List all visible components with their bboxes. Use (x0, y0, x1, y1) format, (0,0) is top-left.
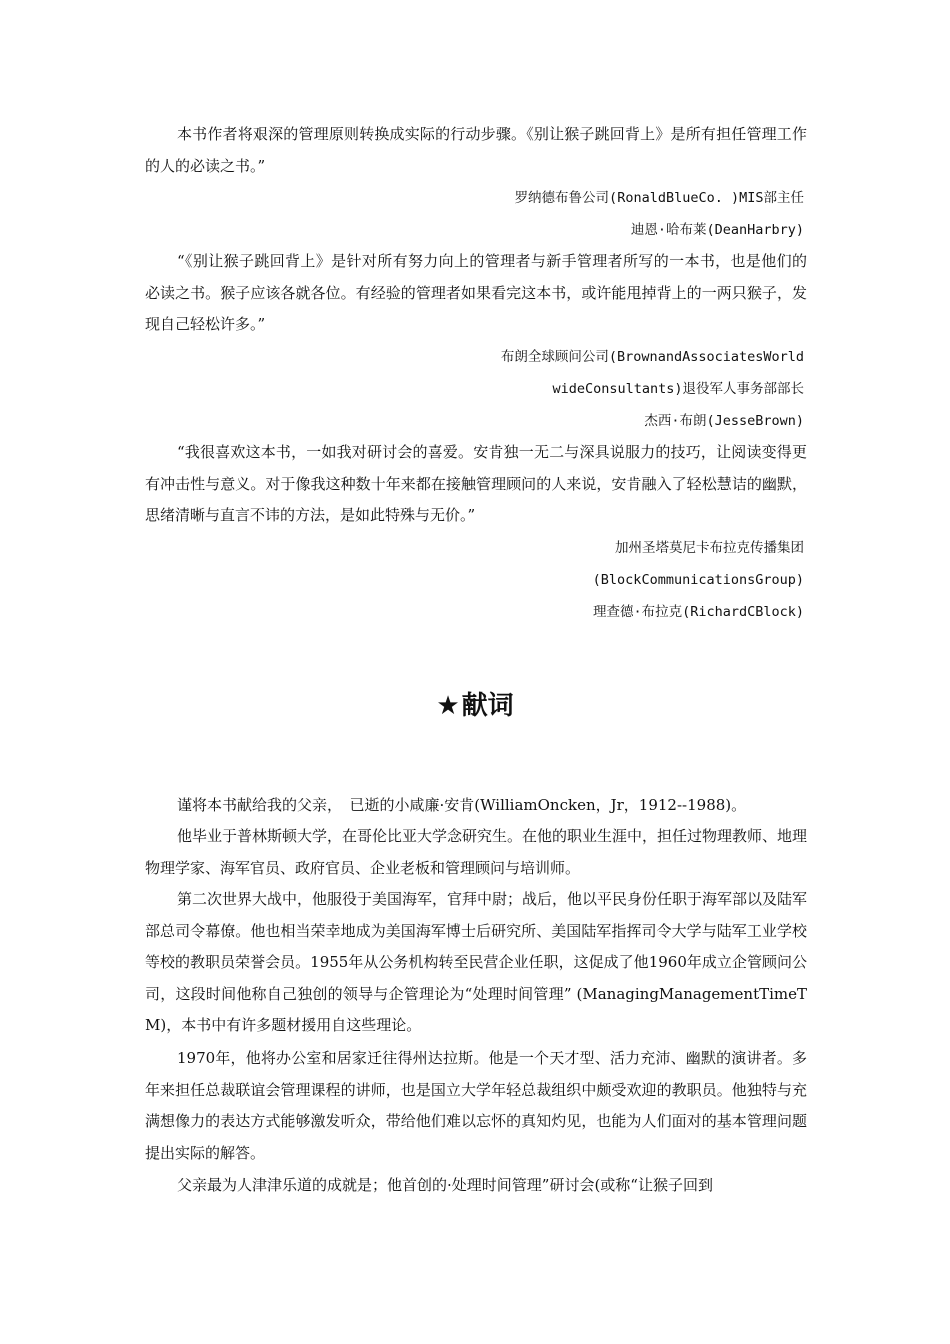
testimonial-3-org-line-1: 加州圣塔莫尼卡布拉克传播集团 (615, 540, 804, 556)
dedication-heading (0, 688, 950, 724)
dedication-title: 献词 (461, 691, 514, 721)
testimonial-2-author: 杰西·布朗(JesseBrown) (644, 413, 804, 429)
testimonial-2-org-line-2: wideConsultants)退役军人事务部部长 (552, 381, 804, 397)
testimonial-3-org-line-2: (BlockCommunicationsGroup) (592, 572, 804, 588)
testimonial-paragraph-3: “我很喜欢这本书，一如我对研讨会的喜爱。安肯独一无二与深具说服力的技巧，让阅读变得更有冲击性与意义。对于像我这种数十年来都在接触管理顾问的人来说，安肯融入了轻松慧诘的幽默，思绪清晰与直言不讳的方法，是如此特殊与无价。” (145, 443, 807, 524)
dedication-paragraph-5: 父亲最为人津津乐道的成就是；他首创的·处理时间管理”研讨会(或称“让猴子回到 (177, 1176, 713, 1194)
dedication-paragraph-3: 第二次世界大战中，他服役于美国海军，官拜中尉；战后，他以平民身份任职于海军部以及陆军部总司令幕僚。他也相当荣幸地成为美国海军博士后研究所、美国陆军指挥司令大学与陆军工业学校等校的教职员荣誉会员。1955年从公务机构转至民营企业任职，这促成了他1960年成立企管顾问公司，这段时间他称自己独创的领导与企管理论为“处理时间管理” (ManagingManagementTimeTM)，本书中有许多题材援用自这些理论。 (145, 890, 808, 1034)
testimonial-1-author: 迪恩·哈布莱(DeanHarbry) (630, 222, 804, 238)
testimonial-paragraph-1: 本书作者将艰深的管理原则转换成实际的行动步骤。《别让猴子跳回背上》是所有担任管理工作的人的必读之书。” (145, 125, 807, 175)
testimonial-3-author: 理查德·布拉克(RichardCBlock) (592, 604, 804, 620)
dedication-paragraph-4: 1970年，他将办公室和居家迁往得州达拉斯。他是一个天才型、活力充沛、幽默的演讲者。多年来担任总裁联谊会管理课程的讲师，也是国立大学年轻总裁组织中颇受欢迎的教职员。他独特与充满想像力的表达方式能够激发听众，带给他们难以忘怀的真知灼见，也能为人们面对的基本管理问题提出实际的解答。 (145, 1049, 807, 1162)
dedication-paragraph-1: 谨将本书献给我的父亲， 已逝的小咸廉·安肯(WilliamOncken，Jr，1912--1988)。 (177, 796, 747, 814)
testimonial-1-org: 罗纳德布鲁公司(RonaldBlueCo. )MIS部主任 (514, 190, 804, 206)
testimonial-paragraph-2: “《别让猴子跳回背上》是针对所有努力向上的管理者与新手管理者所写的一本书，也是他们的必读之书。猴子应该各就各位。有经验的管理者如果看完这本书，或许能甩掉背上的一两只猴子，发现自己轻松许多。” (145, 252, 807, 333)
star-icon: ★ (436, 691, 460, 721)
dedication-paragraph-2: 他毕业于普林斯顿大学，在哥伦比亚大学念研究生。在他的职业生涯中，担任过物理教师、地理物理学家、海军官员、政府官员、企业老板和管理顾问与培训师。 (145, 827, 808, 877)
testimonial-2-org-line-1: 布朗全球顾问公司(BrownandAssociatesWorld (500, 349, 804, 365)
